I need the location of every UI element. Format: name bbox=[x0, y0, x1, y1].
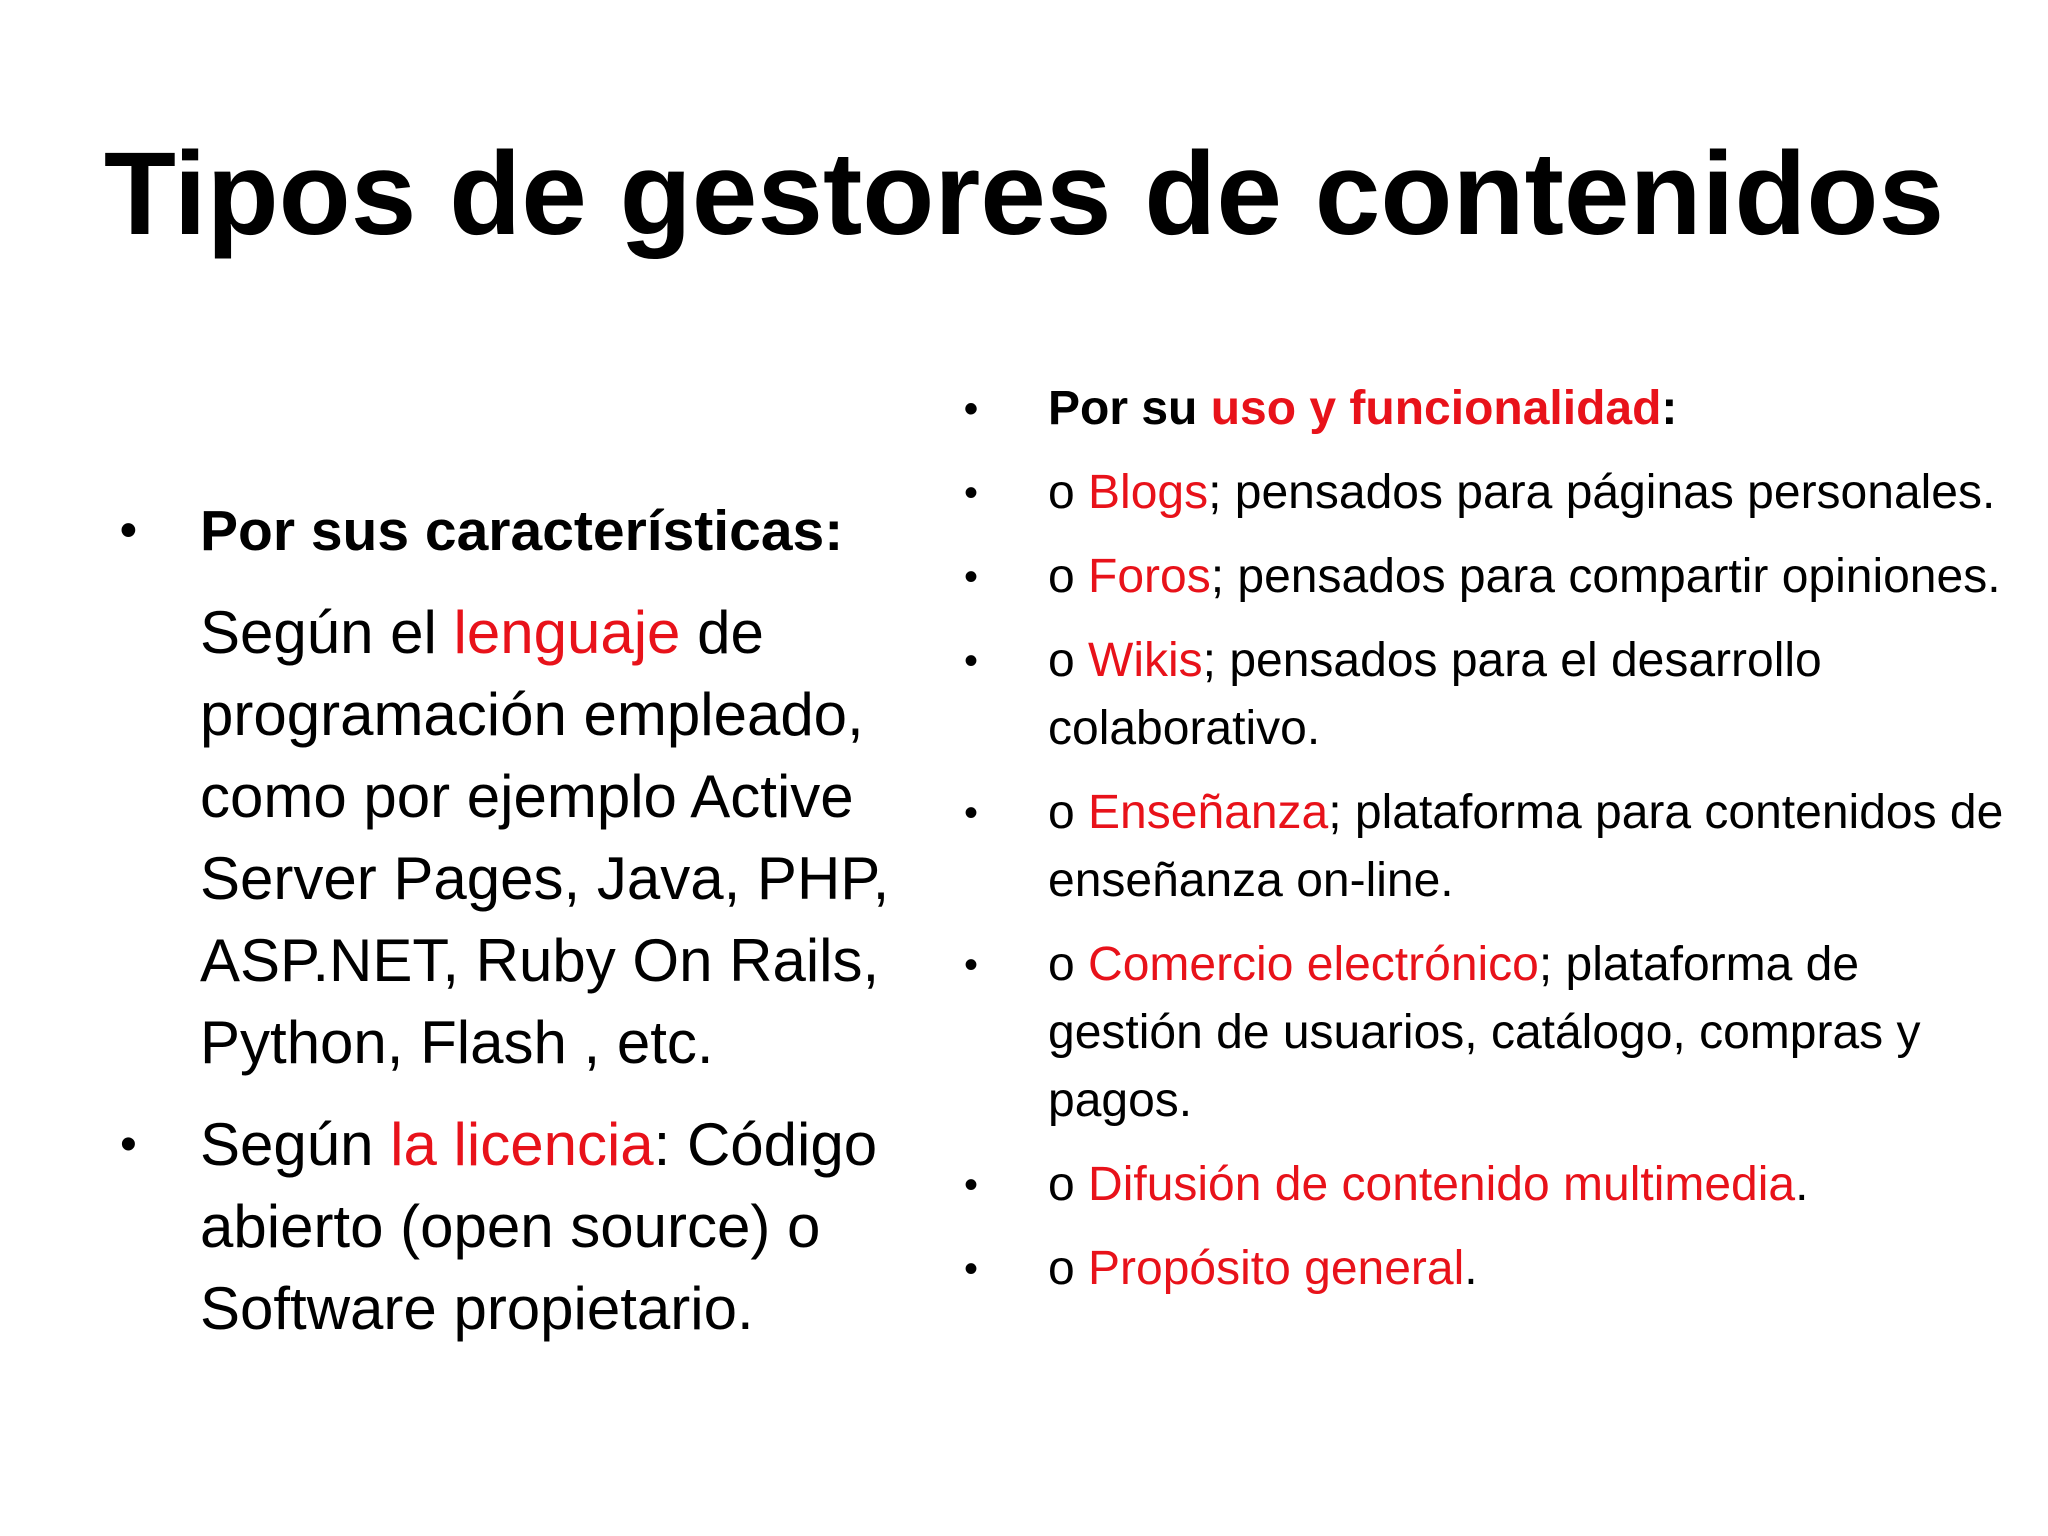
list-item-multimedia bbox=[960, 1151, 2010, 1219]
bullet-icon: • bbox=[964, 555, 979, 599]
list-item-text: ; pensados para compartir opiniones. bbox=[1210, 550, 2001, 603]
list-item-text: ; plataforma para contenidos de enseñanza on-line. bbox=[1048, 786, 2004, 907]
list-item-blogs bbox=[960, 459, 2010, 527]
list-item-prefix: o bbox=[1048, 550, 1089, 603]
bullet-icon: • bbox=[120, 1118, 137, 1171]
list-item-text: ; pensados para páginas personales. bbox=[1208, 466, 1996, 519]
list-item-prefix: o bbox=[1048, 938, 1089, 991]
bullet-icon: • bbox=[964, 1247, 979, 1291]
bullet-icon: • bbox=[964, 1163, 979, 1207]
list-item-prefix: o bbox=[1048, 634, 1089, 687]
list-item-highlight: Foros bbox=[1088, 550, 1211, 603]
list-item-foros bbox=[960, 543, 2010, 611]
list-item-text: ; plataforma de gestión de usuarios, catálogo, compras y pagos. bbox=[1048, 938, 1921, 1127]
bullet-icon: • bbox=[964, 471, 979, 515]
slide-title: Tipos de gestores de contenidos bbox=[103, 128, 1945, 260]
right-heading-highlight: uso y funcionalidad bbox=[1210, 382, 1662, 435]
license-text-pre: Según bbox=[200, 1111, 391, 1178]
bullet-icon: • bbox=[964, 943, 979, 987]
bullet-icon: • bbox=[964, 791, 979, 835]
list-item-ensenanza bbox=[960, 779, 2010, 915]
list-item-prefix: o bbox=[1048, 466, 1089, 519]
left-column bbox=[110, 490, 940, 1350]
list-item-highlight: Comercio electrónico bbox=[1088, 938, 1539, 991]
license-item bbox=[110, 1104, 940, 1350]
language-highlight: lenguaje bbox=[453, 599, 681, 666]
right-column bbox=[960, 375, 2010, 1319]
bullet-icon: • bbox=[964, 639, 979, 683]
list-item-text: ; pensados para el desarrollo colaborativo. bbox=[1048, 634, 1822, 755]
right-heading-pre: Por su bbox=[1048, 382, 1211, 435]
language-text-pre: Según el bbox=[200, 599, 454, 666]
left-heading-item bbox=[110, 490, 940, 572]
list-item-prefix: o bbox=[1048, 1158, 1089, 1211]
language-paragraph bbox=[110, 592, 940, 1084]
list-item-proposito bbox=[960, 1235, 2010, 1303]
list-item-highlight: Wikis bbox=[1088, 634, 1203, 687]
list-item-text: . bbox=[1795, 1158, 1809, 1211]
bullet-icon: • bbox=[964, 387, 979, 431]
list-item-prefix: o bbox=[1048, 1242, 1089, 1295]
list-item-text: . bbox=[1464, 1242, 1478, 1295]
left-heading: Por sus características: bbox=[200, 499, 844, 563]
license-highlight: la licencia bbox=[390, 1111, 654, 1178]
right-heading-post: : bbox=[1661, 382, 1678, 435]
list-item-prefix: o bbox=[1048, 786, 1089, 839]
list-item-highlight: Enseñanza bbox=[1088, 786, 1329, 839]
list-item-highlight: Propósito general bbox=[1088, 1242, 1465, 1295]
language-text-post: de programación empleado, como por ejemplo Active Server Pages, Java, PHP, ASP.NET, Ruby On Rails, Python, Flash , etc. bbox=[200, 599, 890, 1076]
list-item-comercio bbox=[960, 931, 2010, 1135]
list-item-wikis bbox=[960, 627, 2010, 763]
list-item-highlight: Blogs bbox=[1088, 466, 1209, 519]
license-text-post: : Código abierto (open source) o Software propietario. bbox=[200, 1111, 878, 1342]
list-item-highlight: Difusión de contenido multimedia bbox=[1088, 1158, 1796, 1211]
bullet-icon: • bbox=[120, 504, 137, 557]
right-heading-item bbox=[960, 375, 2010, 443]
